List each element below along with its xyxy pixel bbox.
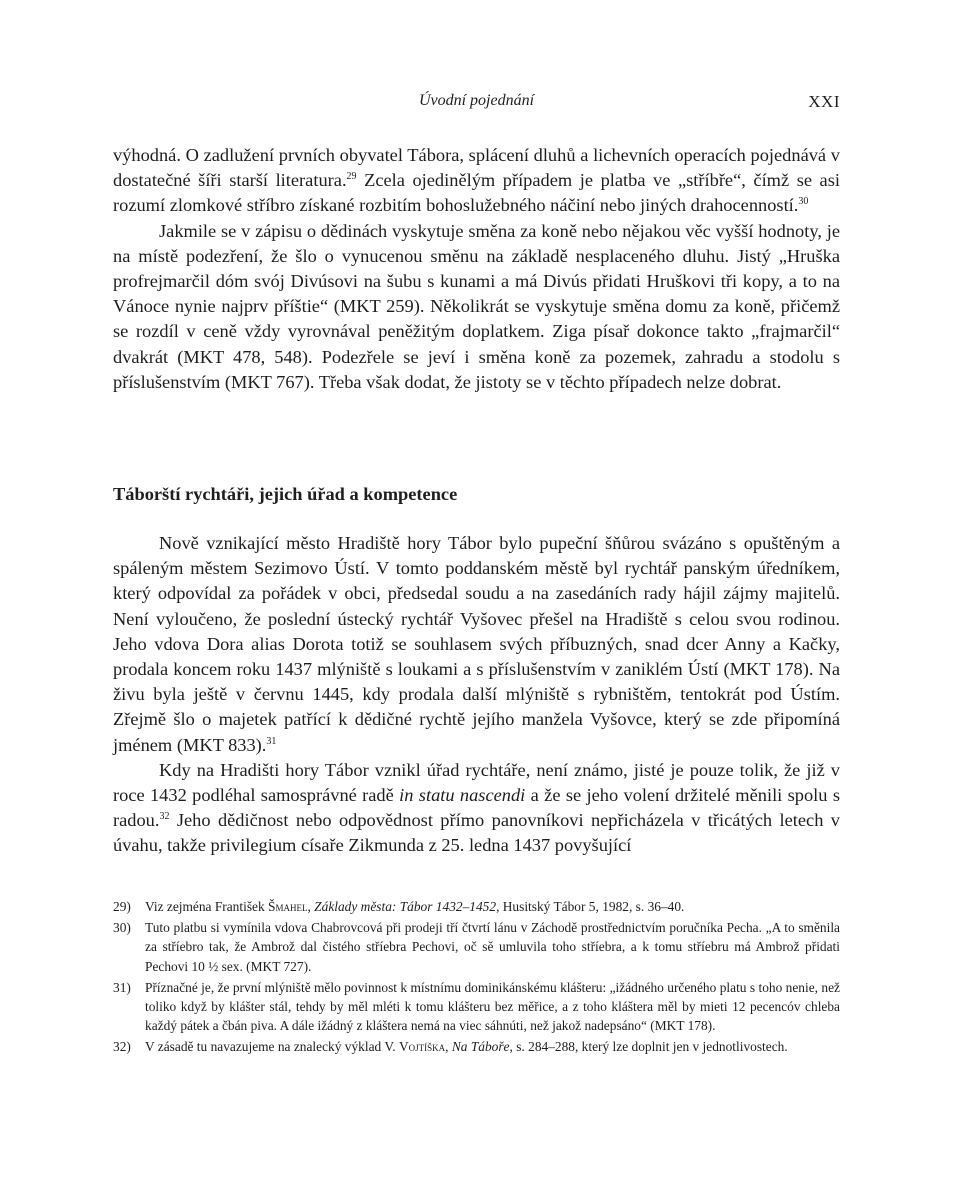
author-name: Šmahel	[268, 899, 308, 914]
body-text-section	[113, 531, 840, 859]
footnote-30	[113, 918, 840, 976]
footnote-31	[113, 978, 840, 1036]
author-name: Vojtíška	[398, 1039, 446, 1055]
footnote-ref-31[interactable]: 31	[266, 735, 277, 747]
footnote-number: 30)	[113, 920, 131, 936]
footnote-text	[145, 1037, 840, 1056]
text-run: Kdy na Hradišti hory Tábor vznikl úřad rychtáře, není známo, jisté je pouze tolik, že již v roce 1432 podléhal samosprávné radě	[113, 759, 840, 806]
text-run: Jeho dědičnost nebo odpovědnost přímo panovníkovi nepřicházela v třicátých letech v úvahu, takže privilegium císaře Zikmunda z 25. ledna 1437 povyšující	[113, 810, 840, 856]
text-run: , Husitský Tábor 5, 1982, s. 36–40.	[496, 899, 685, 914]
page-number: XXI	[808, 92, 840, 111]
paragraph-exchange: Jakmile se v zápisu o dědinách vyskytuje směna za koně nebo nějakou věc vyšší hodnoty, je na místě podezření, že šlo o vynucenou směnu na základě nesplaceného dluhu. Jistý „Hruška profrejmarčil dóm svój Divúsovi na šubu s kunami a má Divús přidati Hruškovi tři kopy, a to na Vánoce nynie najprv příštie“ (MKT 259). Několikrát se vyskytuje směna domu za koně, přičemž se rozdíl v ceně vždy vyrovnával peněžitým doplatkem. Ziga písař dokonce takto „frajmarčil“ dvakrát (MKT 478, 548). Podezřele se jeví i směna koně za pozemek, zahradu a stodolu s příslušenstvím (MKT 767). Třeba však dodat, že jistoty se v těchto případech nelze dobrat.	[113, 220, 840, 392]
text-run: a že se jeho volení držitelé měnili spolu s radou.	[113, 785, 840, 831]
footnote-ref-29[interactable]: 29	[346, 171, 357, 183]
paragraph-rychtar	[113, 758, 840, 859]
running-header	[113, 92, 840, 116]
paragraph-hradiste	[113, 531, 840, 758]
footnote-number: 31)	[113, 979, 131, 995]
text-run: Zcela ojedinělým případem je platba ve „stříbře“, čímž se asi rozumí zlomkové stříbro získané rozbitím bohoslužebného náčiní nebo jiných drahocenností.	[113, 170, 840, 216]
footnote-text: Příznačné je, že první mlýniště mělo povinnost k místnímu dominikánskému klášteru: „ižádného určeného platu s toho nenie, než toliko když by klášter stál, tehdy by měl mléti k tomu klášteru bez měřice, a z toho kláštera měl by mieti 12 pecencóv chleba každý pátek a čbán piva. A dále ižádný z kláštera nemá na viec sáhnúti, než jakož nadepsáno“ (MKT 178).	[145, 979, 840, 1034]
latin-phrase: in statu nascendi	[399, 785, 526, 806]
footnote-29	[113, 897, 840, 916]
footnote-ref-30[interactable]: 30	[798, 196, 809, 208]
paragraph-continuation	[113, 143, 840, 219]
footnote-ref-32[interactable]: 32	[159, 811, 170, 823]
work-title: Na Táboře	[451, 1039, 510, 1055]
text-run: ,	[307, 899, 315, 914]
section-heading: Táborští rychtáři, jejich úřad a kompetence	[113, 484, 458, 504]
text-run: V zásadě tu navazujeme na znalecký výklad V.	[145, 1039, 399, 1055]
footnotes	[113, 897, 840, 1059]
text-run: Viz zejména František	[145, 899, 269, 914]
footnote-number: 32)	[113, 1039, 131, 1055]
text-run: ,	[445, 1039, 452, 1055]
footnote-text	[145, 897, 840, 916]
footnote-text: Tuto platbu si vymínila vdova Chabrovcová při prodeji tří čtvrtí lánu v Záchodě prostřednictvím poručníka Pecha. „A to směnila za stříebro tak, že Ambrož dal čistého stříebra Pechovi, oč sě umluvila toho stříebra, a k tomu stříebru má Ambrož přidati Pechovi 10 ½ sex. (MKT 727).	[145, 920, 840, 974]
body-text-top	[113, 143, 840, 395]
footnote-32	[113, 1037, 840, 1056]
text-run: , s. 284–288, který lze doplnit jen v jednotlivostech.	[509, 1039, 788, 1055]
running-title: Úvodní pojednání	[418, 92, 535, 109]
work-title: Základy města: Tábor 1432–1452	[314, 899, 497, 914]
text-run: výhodná. O zadlužení prvních obyvatel Tábora, splácení dluhů a lichevních operacích pojednává v dostatečné šíři starší literatura.	[113, 145, 840, 191]
footnote-number: 29)	[113, 899, 131, 914]
text-run: Nově vznikající město Hradiště hory Tábor bylo pupeční šňůrou svázáno s opuštěným a spáleným městem Sezimovo Ústí. V tomto poddanském městě byl rychtář panským úředníkem, který odpovídal za pořádek v obci, předsedal soudu a na zasedáních rady hájil zájmy majitelů. Není vyloučeno, že poslední ústecký rychtář Vyšovec přešel na Hradiště s celou svou rodinou. Jeho vdova Dora alias Dorota totiž se souhlasem svých příbuzných, snad dcer Anny a Kačky, prodala koncem roku 1437 mlýniště s loukami a s příslušenstvím v zaniklém Ústí (MKT 178). Na živu byla ještě v červnu 1445, kdy prodala další mlýniště s rybništěm, tentokrát pod Ústím. Zřejmě šlo o majetek patřící k dědičné rychtě jejího manžela Vyšovce, který se zde připomíná jménem (MKT 833).	[113, 533, 840, 755]
